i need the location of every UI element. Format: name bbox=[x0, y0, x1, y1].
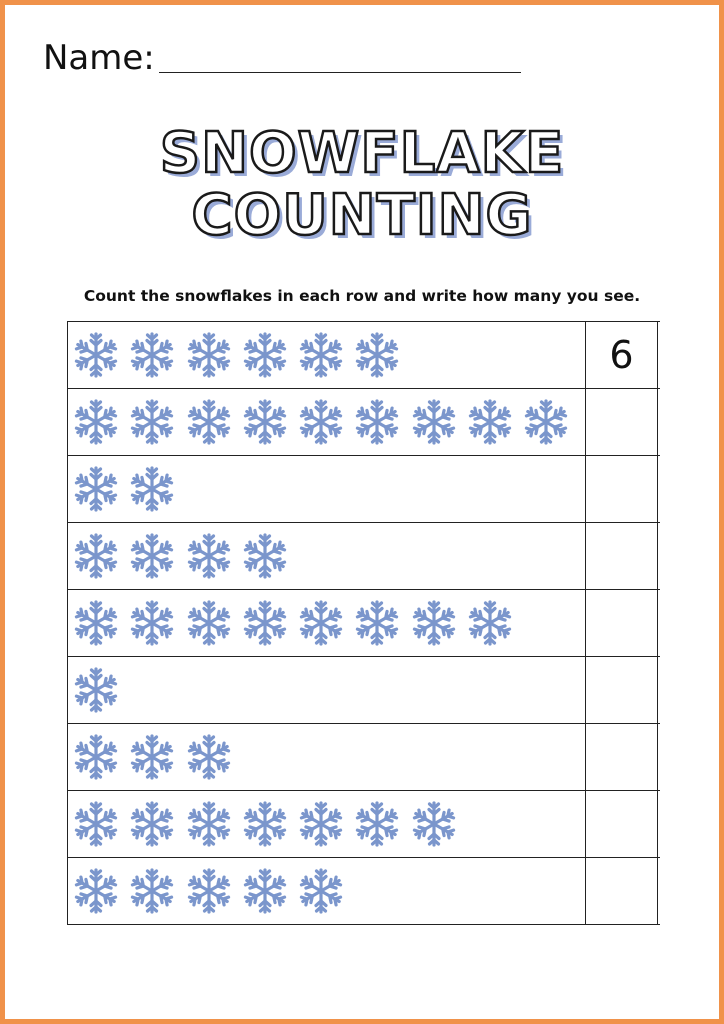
snowflake-icon bbox=[297, 800, 345, 848]
snowflake-icon bbox=[72, 800, 120, 848]
snowflake-icon bbox=[128, 398, 176, 446]
snowflake-icon bbox=[185, 398, 233, 446]
snowflake-icon bbox=[72, 331, 120, 379]
snowflake-icon bbox=[410, 398, 458, 446]
snowflake-icon bbox=[72, 465, 120, 513]
name-label: Name: bbox=[43, 38, 155, 78]
snowflake-icon bbox=[353, 331, 401, 379]
snowflake-icon bbox=[128, 465, 176, 513]
snowflake-icon bbox=[128, 867, 176, 915]
snowflake-icon bbox=[185, 867, 233, 915]
snowflake-icon bbox=[185, 331, 233, 379]
snowflake-icon bbox=[128, 331, 176, 379]
snowflake-icon bbox=[128, 599, 176, 647]
worksheet-title bbox=[5, 123, 719, 247]
snowflake-cell bbox=[68, 858, 586, 924]
snowflake-icon bbox=[297, 331, 345, 379]
counting-table bbox=[67, 321, 660, 925]
snowflake-cell bbox=[68, 657, 586, 723]
snowflake-icon bbox=[241, 398, 289, 446]
snowflake-cell bbox=[68, 791, 586, 857]
snowflake-icon bbox=[72, 733, 120, 781]
snowflake-icon bbox=[185, 800, 233, 848]
snowflake-icon bbox=[128, 532, 176, 580]
snowflake-icon bbox=[128, 733, 176, 781]
table-row bbox=[68, 523, 660, 590]
snowflake-icon bbox=[128, 800, 176, 848]
snowflake-icon bbox=[185, 599, 233, 647]
snowflake-icon bbox=[72, 666, 120, 714]
answer-box[interactable] bbox=[586, 523, 658, 589]
answer-box[interactable] bbox=[586, 724, 658, 790]
table-row bbox=[68, 791, 660, 858]
table-row bbox=[68, 590, 660, 657]
table-row bbox=[68, 657, 660, 724]
answer-box[interactable] bbox=[586, 657, 658, 723]
snowflake-cell bbox=[68, 389, 586, 455]
snowflake-icon bbox=[241, 532, 289, 580]
answer-box[interactable] bbox=[586, 456, 658, 522]
snowflake-cell bbox=[68, 724, 586, 790]
instructions: Count the snowflakes in each row and write how many you see. bbox=[83, 287, 641, 305]
snowflake-icon bbox=[241, 599, 289, 647]
table-row bbox=[68, 724, 660, 791]
table-row bbox=[68, 858, 660, 925]
snowflake-icon bbox=[297, 599, 345, 647]
snowflake-icon bbox=[410, 800, 458, 848]
snowflake-icon bbox=[353, 599, 401, 647]
snowflake-icon bbox=[72, 867, 120, 915]
snowflake-cell bbox=[68, 322, 586, 388]
snowflake-icon bbox=[185, 532, 233, 580]
snowflake-icon bbox=[410, 599, 458, 647]
snowflake-icon bbox=[72, 599, 120, 647]
table-row bbox=[68, 389, 660, 456]
snowflake-icon bbox=[353, 800, 401, 848]
snowflake-icon bbox=[241, 331, 289, 379]
name-write-line[interactable] bbox=[159, 72, 521, 73]
snowflake-icon bbox=[297, 867, 345, 915]
snowflake-cell bbox=[68, 456, 586, 522]
snowflake-icon bbox=[72, 398, 120, 446]
title-line-1: SNOWFLAKE bbox=[159, 121, 565, 186]
answer-box[interactable]: 6 bbox=[586, 322, 658, 388]
snowflake-icon bbox=[297, 398, 345, 446]
answer-box[interactable] bbox=[586, 791, 658, 857]
snowflake-icon bbox=[241, 800, 289, 848]
answer-box[interactable] bbox=[586, 389, 658, 455]
snowflake-cell bbox=[68, 523, 586, 589]
answer-box[interactable] bbox=[586, 590, 658, 656]
answer-box[interactable] bbox=[586, 858, 658, 924]
snowflake-icon bbox=[185, 733, 233, 781]
snowflake-icon bbox=[522, 398, 570, 446]
snowflake-icon bbox=[466, 398, 514, 446]
title-line-2: COUNTING bbox=[191, 183, 533, 248]
name-field bbox=[43, 38, 521, 78]
snowflake-icon bbox=[353, 398, 401, 446]
snowflake-icon bbox=[241, 867, 289, 915]
snowflake-icon bbox=[466, 599, 514, 647]
table-row bbox=[68, 456, 660, 523]
snowflake-cell bbox=[68, 590, 586, 656]
table-row bbox=[68, 322, 660, 389]
snowflake-icon bbox=[72, 532, 120, 580]
